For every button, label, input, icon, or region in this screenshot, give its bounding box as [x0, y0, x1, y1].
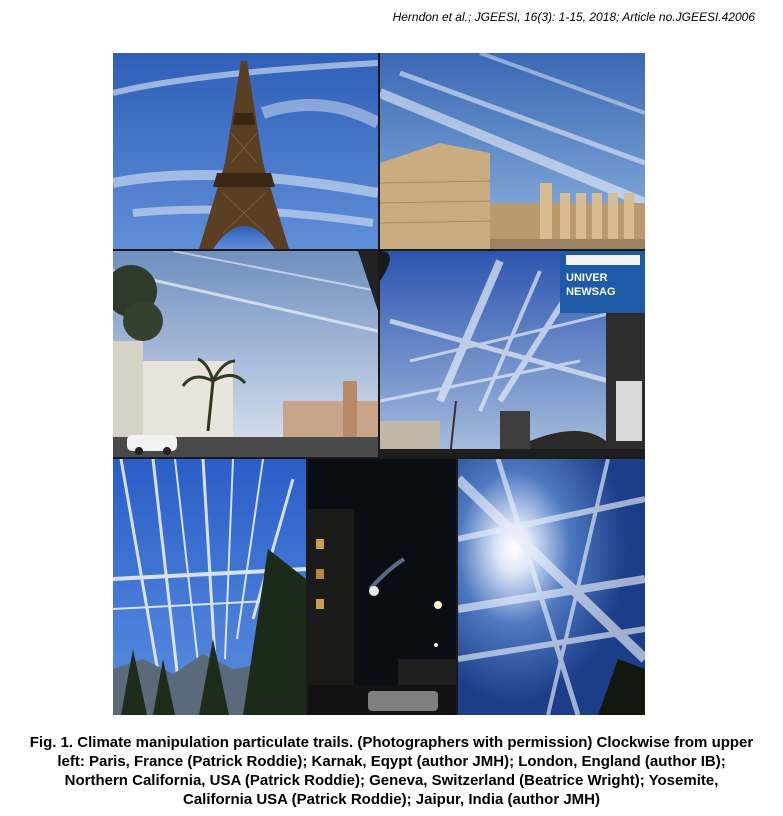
photo-london-england — [380, 251, 645, 457]
figure-caption-text: Climate manipulation particulate trails. (Photographers with permission) Clockwise from upper left: Paris, France (Patrick Roddie); Karnak, Eqypt (author JMH); London, England (author IB); Northern California, USA (Patrick Roddie); Geneva, Switzerland (Beatrice Wright); Yosemite, California USA (Patrick Roddie); Jaipur, India (author JMH) — [57, 734, 754, 808]
photo-collage-figure — [113, 53, 645, 715]
shop-sign-text-line2: NEWSAG — [566, 286, 616, 298]
shop-sign-text-line1: UNIVER — [566, 272, 608, 284]
photo-geneva-switzerland-night — [308, 459, 456, 715]
figure-caption-label: Fig. 1. — [29, 734, 74, 751]
journal-citation-header: Herndon et al.; JGEESI, 16(3): 1-15, 2018; Article no.JGEESI.42006 — [392, 10, 755, 24]
photo-karnak-egypt — [380, 53, 645, 249]
figure-caption — [28, 733, 755, 809]
photo-northern-california-street — [113, 251, 378, 457]
photo-jaipur-india — [458, 459, 645, 715]
photo-paris-eiffel-tower — [113, 53, 378, 249]
photo-yosemite-california — [113, 459, 306, 715]
